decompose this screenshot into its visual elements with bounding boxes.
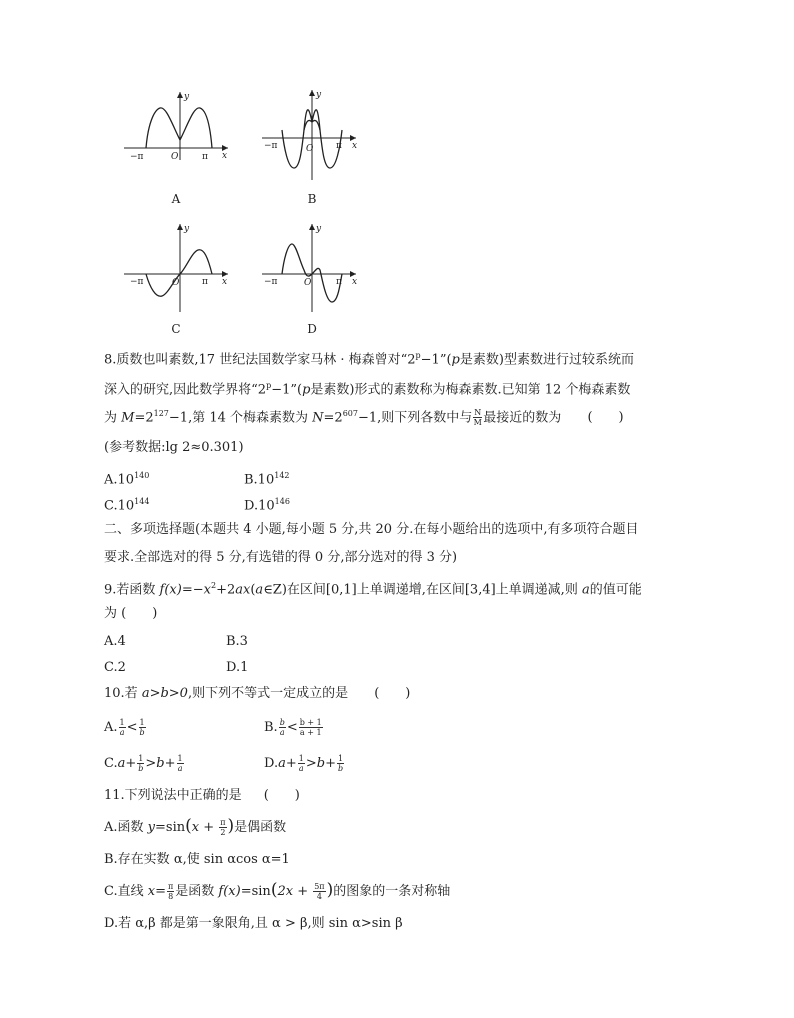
graph-d-pi: π xyxy=(336,277,342,287)
graph-b-pi: π xyxy=(336,141,342,151)
graph-a-x-label: x xyxy=(222,151,228,161)
q8-option-b[interactable]: $B.10^{142}$ xyxy=(244,471,290,488)
section2-line-2: 要求.全部选对的得 5 分,有选错的得 0 分,部分选对的得 3 分) xyxy=(104,550,458,565)
graph-d xyxy=(262,222,362,314)
graph-a-neg-pi: −π xyxy=(130,152,144,162)
q8-reference: (参考数据:lg 2≈0.301) xyxy=(104,440,244,455)
graph-a-y-label: y xyxy=(184,92,190,102)
graph-d-neg-pi: −π xyxy=(264,277,278,287)
graph-d-origin: O xyxy=(304,278,312,288)
q10-option-d[interactable]: D.a+ $\frac{1}{a}>b+$ $\frac{1}{b}$ xyxy=(264,754,344,773)
graph-b-y-label: y xyxy=(316,90,322,100)
q8-option-d[interactable]: $D.10^{146}$ xyxy=(244,497,290,514)
graph-a-caption: A xyxy=(171,192,181,206)
q8-option-c[interactable]: $C.10^{144}$ xyxy=(104,497,150,514)
graph-a-origin: O xyxy=(171,152,179,162)
graph-c-origin: O xyxy=(172,278,180,288)
graph-b xyxy=(262,88,362,184)
q11-option-a[interactable]: A.函数 y=sin(x + $\frac{\pi}{2}$ )是偶函数 xyxy=(104,816,287,837)
q10-option-b[interactable]: B. $\frac{b}{a}<$ $\frac{b + 1}{a + 1}$ xyxy=(264,718,322,737)
q9-line-2: 为 ( ) xyxy=(104,606,158,621)
graph-d-x-label: x xyxy=(352,277,358,287)
q8-line-1: 8.质数也叫素数,17 世纪法国数学家马林 · 梅森曾对“$2^p-1”(p$是素数)型素数进行过较系统而 xyxy=(104,351,634,368)
q11-option-c[interactable]: C.直线 x= $\frac{\pi}{8}$ 是函数 f(x)=sin(2x + $\frac{5\pi}{4}$ )的图象的一条对称轴 xyxy=(104,880,451,901)
graph-b-neg-pi: −π xyxy=(264,141,278,151)
q10-option-a[interactable]: A. $\frac{1}{a}<$ $\frac{1}{b}$ xyxy=(104,718,145,737)
graph-c-pi: π xyxy=(202,277,208,287)
graph-c-neg-pi: −π xyxy=(130,277,144,287)
q9-line-1: 9.若函数 $f(x)=-x^2+2ax(a\in Z)$在区间[0,1]上单调递增,在区间[3,4]上单调递减,则 a的值可能 xyxy=(104,581,642,598)
q11-option-d[interactable]: D.若 α,β 都是第一象限角,且 α > β,则 sin α>sin β xyxy=(104,916,403,931)
graph-c-x-label: x xyxy=(222,277,228,287)
graph-c xyxy=(124,222,234,314)
q8-line-2: 深入的研究,因此数学界将“$2^p-1”(p$是素数)形式的素数称为梅森素数.已知第 12 个梅森素数 xyxy=(104,381,631,398)
q10-line-1: 10.若 a>b>0,则下列不等式一定成立的是 ( ) xyxy=(104,686,411,701)
section2-line-1: 二、多项选择题(本题共 4 小题,每小题 5 分,共 20 分.在每小题给出的选项中,有多项符合题目 xyxy=(104,522,639,537)
graph-a-pi: π xyxy=(202,152,208,162)
q9-option-d[interactable]: D.1 xyxy=(226,660,249,675)
graph-b-origin: O xyxy=(306,144,314,154)
q8-option-a[interactable]: $A.10^{140}$ xyxy=(104,471,150,488)
q10-option-c[interactable]: C.a+ $\frac{1}{b}>b+$ $\frac{1}{a}$ xyxy=(104,754,183,773)
q9-option-a[interactable]: A.4 xyxy=(104,634,126,649)
graph-b-caption: B xyxy=(307,192,317,206)
q9-option-b[interactable]: B.3 xyxy=(226,634,248,649)
graph-d-caption: D xyxy=(307,322,317,336)
q11-option-b[interactable]: B.存在实数 α,使 sin αcos α=1 xyxy=(104,852,290,867)
graph-b-x-label: x xyxy=(352,141,358,151)
q8-fraction: $\frac{N}{M}$ xyxy=(473,408,482,428)
q9-option-c[interactable]: C.2 xyxy=(104,660,126,675)
graph-d-y-label: y xyxy=(316,224,322,234)
q11-line-1: 11.下列说法中正确的是 ( ) xyxy=(104,788,300,803)
graph-c-y-label: y xyxy=(184,224,190,234)
q8-line-3: 为 $M=2^{127}-1$,第 14 个梅森素数为 $N=2^{607}-1$,则下列各数中与 $\frac{N}{M}$ 最接近的数为 ( ) xyxy=(104,408,624,428)
graph-c-caption: C xyxy=(171,322,181,336)
graph-a xyxy=(124,90,234,162)
